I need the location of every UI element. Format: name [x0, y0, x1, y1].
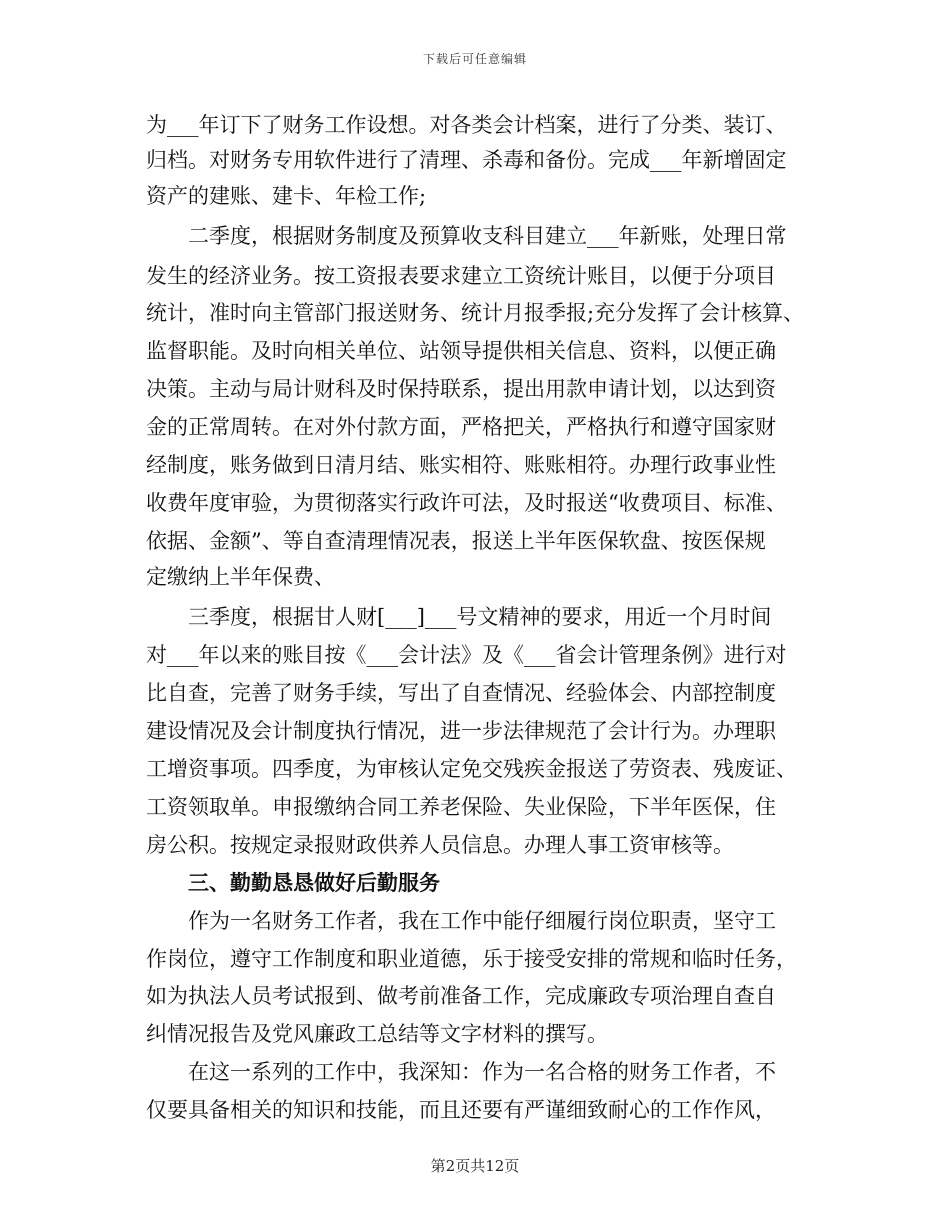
- body-line: 资产的建账、建卡、年检工作;: [146, 184, 427, 208]
- page-header: 下载后可任意编辑: [422, 52, 527, 66]
- body-line: 比自查，完善了财务手续，写出了自查情况、经验体会、内部控制度: [146, 681, 776, 705]
- body-line: 收费年度审验，为贯彻落实行政许可法，及时报送“收费项目、标准、: [146, 491, 787, 515]
- body-line: 作岗位，遵守工作制度和职业道德，乐于接受安排的常规和临时任务，: [146, 947, 797, 971]
- body-line: 金的正常周转。在对外付款方面，严格把关，严格执行和遵守国家财: [146, 415, 776, 439]
- section-heading: 三、勤勤恳恳做好后勤服务: [188, 871, 440, 895]
- body-line: 发生的经济业务。按工资报表要求建立工资统计账目，以便于分项目: [146, 264, 776, 288]
- body-line: 建设情况及会计制度执行情况，进一步法律规范了会计行为。办理职: [146, 719, 776, 743]
- body-line: 为___年订下了财务工作设想。对各类会计档案，进行了分类、装订、: [146, 113, 787, 137]
- paragraph-start-line: 二季度，根据财务制度及预算收支科目建立___年新账，处理日常: [188, 224, 787, 248]
- body-line: 决策。主动与局计财科及时保持联系，提出用款申请计划，以达到资: [146, 377, 776, 401]
- body-line: 如为执法人员考试报到、做考前准备工作，完成廉政专项治理自查自: [146, 984, 776, 1008]
- paragraph-start-line: 作为一名财务工作者，我在工作中能仔细履行岗位职责，坚守工: [188, 909, 776, 933]
- body-line: 监督职能。及时向相关单位、站领导提供相关信息、资料，以便正确: [146, 339, 776, 363]
- body-line: 对___年以来的账目按《___会计法》及《___省会计管理条例》进行对: [146, 643, 787, 667]
- body-line: 统计，准时向主管部门报送财务、统计月报季报;充分发挥了会计核算、: [146, 301, 805, 325]
- body-line: 依据、金额”、等自查清理情况表，报送上半年医保软盘、按医保规: [146, 529, 766, 553]
- body-line: 定缴纳上半年保费、: [146, 565, 335, 589]
- body-line: 经制度，账务做到日清月结、账实相符、账账相符。办理行政事业性: [146, 453, 776, 477]
- body-line: 仅要具备相关的知识和技能，而且还要有严谨细致耐心的工作作风，: [146, 1098, 776, 1122]
- body-line: 纠情况报告及党风廉政工总结等文字材料的撰写。: [146, 1022, 608, 1046]
- body-line: 工增资事项。四季度，为审核认定免交残疾金报送了劳资表、残废证、: [146, 757, 797, 781]
- body-line: 归档。对财务专用软件进行了清理、杀毒和备份。完成___年新增固定: [146, 148, 787, 172]
- body-line: 工资领取单。申报缴纳合同工养老保险、失业保险，下半年医保，住: [146, 795, 776, 819]
- page-number: 第2页共12页: [430, 1157, 520, 1175]
- paragraph-start-line: 三季度，根据甘人财[___]___号文精神的要求，用近一个月时间: [188, 605, 772, 629]
- body-line: 房公积。按规定录报财政供养人员信息。办理人事工资审核等。: [146, 833, 734, 857]
- paragraph-start-line: 在这一系列的工作中，我深知：作为一名合格的财务工作者，不: [188, 1060, 776, 1084]
